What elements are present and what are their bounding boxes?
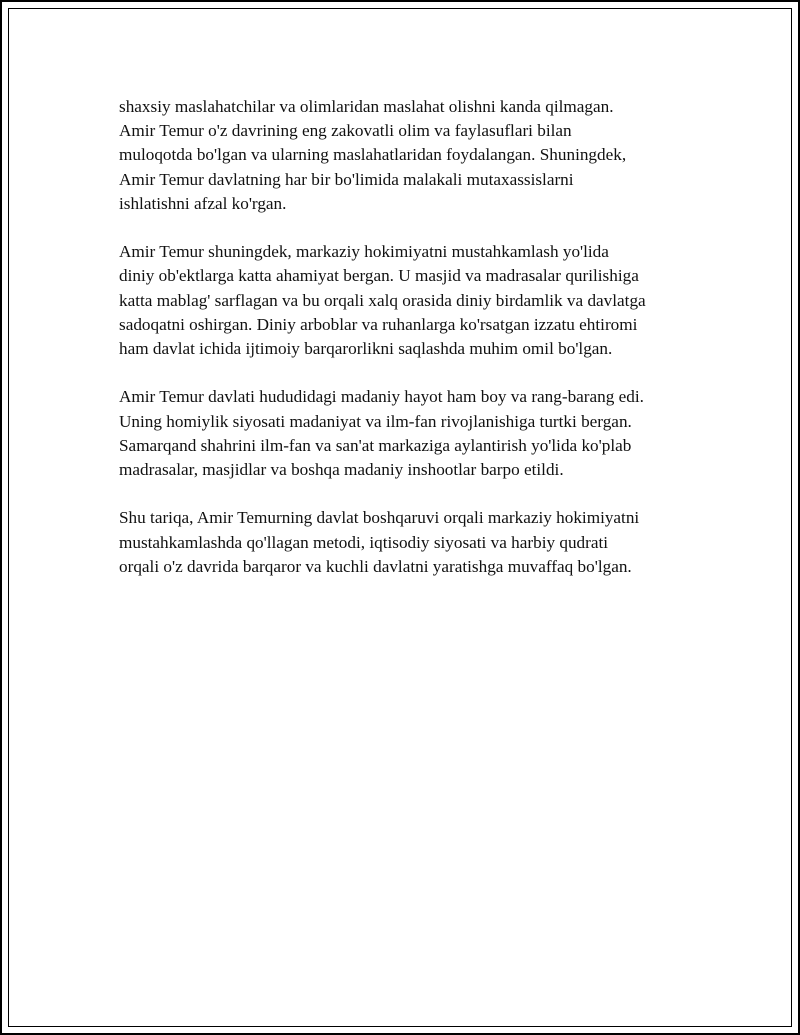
text-line: sadoqatni oshirgan. Diniy arboblar va ruhanlarga ko'rsatgan izzatu ehtiromi [119,314,638,334]
text-line: katta mablag' sarflagan va bu orqali xalq orasida diniy birdamlik va davlatga [119,290,646,310]
text-line: Samarqand shahrini ilm-fan va san'at markaziga aylantirish yo'lida ko'plab [119,435,632,455]
text-line: ham davlat ichida ijtimoiy barqarorlikni saqlashda muhim omil bo'lgan. [119,339,613,359]
text-line: Shu tariqa, Amir Temurning davlat boshqaruvi orqali markaziy hokimiyatni [119,508,640,528]
text-line: Amir Temur davlatning har bir bo'limida malakali mutaxassislarni [119,169,574,189]
text-line: Amir Temur davlati hududidagi madaniy hayot ham boy va rang-barang edi. [119,387,644,407]
text-line: orqali o'z davrida barqaror va kuchli davlatni yaratishga muvaffaq bo'lgan. [119,556,632,576]
text-line: muloqotda bo'lgan va ularning maslahatlaridan foydalangan. Shuningdek, [119,145,627,165]
text-line: diniy ob'ektlarga katta ahamiyat bergan. U masjid va madrasalar qurilishiga [119,266,639,286]
text-line: mustahkamlashda qo'llagan metodi, iqtisodiy siyosati va harbiy qudrati [119,532,609,552]
text-line: Amir Temur shuningdek, markaziy hokimiyatni mustahkamlash yo'lida [119,242,609,262]
text-line: Uning homiylik siyosati madaniyat va ilm-fan rivojlanishiga turtki bergan. [119,411,632,431]
paragraph-4 [119,506,709,579]
paragraph-2 [119,240,709,361]
text-line: Amir Temur o'z davrining eng zakovatli olim va faylasuflari bilan [119,121,572,141]
text-line: ishlatishni afzal ko'rgan. [119,193,287,213]
text-line: madrasalar, masjidlar va boshqa madaniy inshootlar barpo etildi. [119,460,564,480]
text-line: shaxsiy maslahatchilar va olimlaridan maslahat olishni kanda qilmagan. [119,97,614,116]
document-body [119,95,709,603]
paragraph-1 [119,95,709,216]
paragraph-3 [119,385,709,482]
